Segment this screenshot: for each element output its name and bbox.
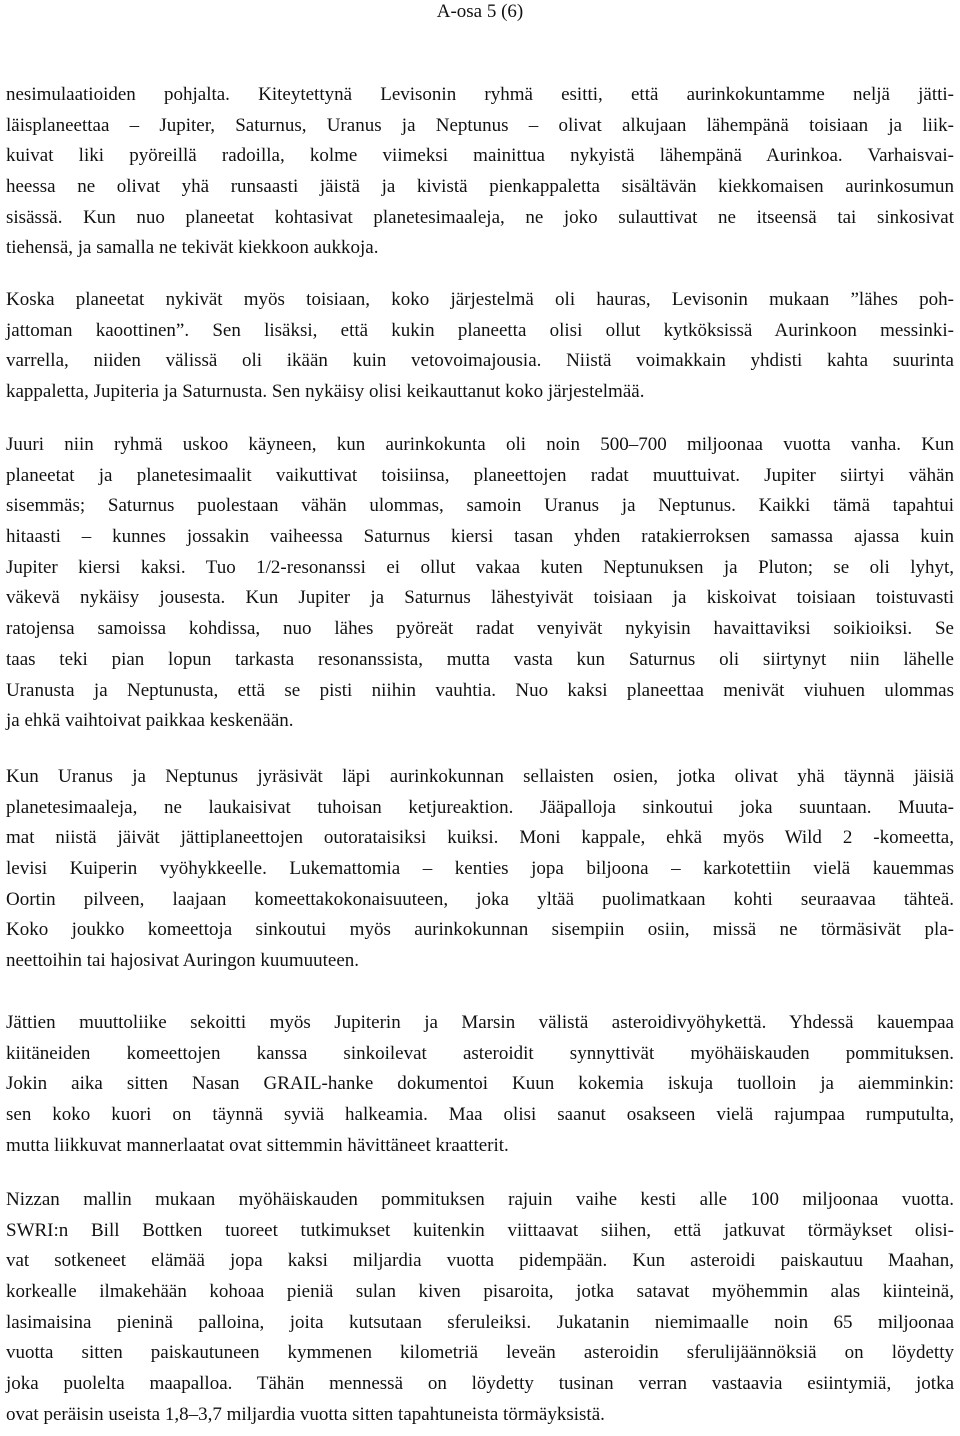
paragraph-5	[6, 1008, 954, 1161]
text-line: taas teki pian lopun tarkasta resonanssista, mutta vasta kun Saturnus oli siirtynyt niin lähelle	[6, 648, 954, 670]
text-line: joka puolelta maapalloa. Tähän mennessä on löydetty tusinan verran vastaavia esiintymiä, jotka	[6, 1373, 954, 1395]
text-line: tiehensä, ja samalla ne tekivät kiekkoon aukkoja.	[6, 237, 379, 259]
text-line: lasimaisina pieninä palloina, joita kutsutaan sferuleiksi. Jukatanin niemimaalle noin 65 miljoonaa	[6, 1311, 954, 1333]
text-line: vuotta sitten paiskautuneen kymmenen kilometriä leveän asteroidin sferulijäännöksiä on löydetty	[6, 1342, 954, 1364]
paragraph-6	[6, 1185, 954, 1431]
page-number-label: A-osa 5 (6)	[436, 1, 524, 22]
page-header	[0, 0, 960, 24]
text-line: planeetat ja planetesimaalit vaikuttivat toisiinsa, planeettojen radat muuttuivat. Jupiter siirtyi vähän	[6, 464, 954, 486]
text-line: Juuri niin ryhmä uskoo käyneen, kun aurinkokunta oli noin 500‒700 miljoonaa vuotta vanha. Kun	[6, 434, 954, 455]
text-line: Jokin aika sitten Nasan GRAIL-hanke dokumentoi Kuun kokemia iskuja tuolloin ja aiemminkin:	[6, 1073, 954, 1095]
text-line: vat sotkeneet elämää jopa kaksi miljardia vuotta pidempään. Kun asteroidi paiskautuu Maahan,	[6, 1250, 954, 1272]
text-line: sen koko kuori on täynnä syviä halkeamia. Maa olisi saanut osakseen vielä rajumpaa rumputulta,	[6, 1104, 954, 1126]
paragraph-4	[6, 762, 954, 977]
text-line: Uranusta ja Neptunusta, että se pisti niihin vauhtia. Nuo kaksi planeettaa menivät viuhuen ulommas	[6, 679, 954, 701]
paragraph-1	[6, 80, 954, 264]
text-line: kappaletta, Jupiteria ja Saturnusta. Sen nykäisy olisi keikauttanut koko järjestelmää.	[6, 381, 645, 403]
text-line: Jupiter kiersi kaksi. Tuo 1/2-resonanssi ei ollut vakaa kuten Neptunuksen ja Pluton; se oli lyhyt,	[6, 556, 954, 578]
text-line: planetesimaaleja, ne laukaisivat tuhoisan ketjureaktion. Jääpalloja sinkoutui joka suuntaan. Muuta-	[6, 796, 954, 818]
text-line: ovat peräisin useista 1,8–3,7 miljardia vuotta sitten tapahtuneista törmäyksistä.	[6, 1403, 605, 1425]
text-line: Oortin pilveen, laajaan komeettakokonaisuuteen, joka yltää puolimatkaan kohti seuraavaa tähteä.	[6, 888, 954, 910]
text-line: kuivat liki pyöreillä radoilla, kolme viimeksi mainittua nykyistä lähempänä Aurinkoa. Varhaisvai-	[6, 145, 954, 167]
text-line: levisi Kuiperin vyöhykkeelle. Lukemattomia ‒ kenties jopa biljoona ‒ karkotettiin vielä kauemmas	[6, 858, 954, 880]
paragraph-2	[6, 285, 954, 408]
text-line: heessa ne olivat yhä runsaasti jäistä ja kivistä pienkappaletta sisältävän kiekkomaisen aurinkosumun	[6, 176, 954, 198]
text-line: sisässä. Kun nuo planeetat kohtasivat planetesimaaleja, ne joko sulauttivat ne itseensä tai sinkosivat	[6, 206, 954, 228]
text-line: neettoihin tai hajosivat Auringon kuumuuteen.	[6, 950, 360, 972]
text-line: Koska planeetat nykivät myös toisiaan, koko järjestelmä oli hauras, Levisonin mukaan ”lähes poh-	[6, 289, 954, 310]
text-line: mat niistä jäivät jättiplaneettojen outorataisiksi kuiksi. Moni kappale, ehkä myös Wild 2 -komeetta,	[6, 827, 954, 849]
text-line: väkevä nykäisy jousesta. Kun Jupiter ja Saturnus lähestyivät toisiaan ja kiskoivat toisiaan toistuvasti	[6, 587, 954, 609]
text-line: nesimulaatioiden pohjalta. Kiteytettynä Levisonin ryhmä esitti, että aurinkokuntamme neljä jätti-	[6, 84, 954, 105]
text-line: kiitäneiden komeettojen kanssa sinkoilevat asteroidit synnyttivät myöhäiskauden pommituksen.	[6, 1042, 954, 1064]
text-line: Koko joukko komeettoja sinkoutui myös aurinkokunnan sisempiin osiin, missä ne törmäsivät pla-	[6, 919, 954, 941]
text-line: Kun Uranus ja Neptunus jyräsivät läpi aurinkokunnan sellaisten osien, jotka olivat yhä täynnä jäisiä	[6, 766, 954, 787]
text-line: sisemmäs; Saturnus puolestaan vähän ulommas, samoin Uranus ja Neptunus. Kaikki tämä tapahtui	[6, 495, 954, 517]
text-line: hitaasti ‒ kunnes jossakin vaiheessa Saturnus kiersi tasan yhden ratakierroksen samassa ajassa kuin	[6, 526, 954, 548]
text-line: varrella, niiden välissä oli ikään kuin vetovoimajousia. Niistä voimakkain yhdisti kahta suurinta	[6, 350, 954, 372]
text-line: korkealle ilmakehään kohoaa pieniä sulan kiven pisaroita, jotka satavat myöhemmin alas kiinteinä,	[6, 1281, 954, 1303]
paragraph-3	[6, 430, 954, 737]
text-line: ja ehkä vaihtoivat paikkaa keskenään.	[6, 710, 294, 732]
text-line: läisplaneettaa ‒ Jupiter, Saturnus, Uranus ja Neptunus ‒ olivat alkujaan lähempänä toisiaan ja liik-	[6, 114, 954, 136]
text-line: mutta liikkuvat mannerlaatat ovat sittemmin hävittäneet kraatterit.	[6, 1134, 509, 1156]
text-line: jattoman kaoottinen”. Sen lisäksi, että kukin planeetta olisi ollut kytköksissä Aurinkoon messinki-	[6, 319, 954, 341]
text-line: Jättien muuttoliike sekoitti myös Jupiterin ja Marsin välistä asteroidivyöhykettä. Yhdessä kauempaa	[6, 1012, 954, 1033]
text-line: SWRI:n Bill Bottken tuoreet tutkimukset kuitenkin viittaavat siihen, että jatkuvat törmäykset olisi-	[6, 1219, 954, 1241]
text-line: Nizzan mallin mukaan myöhäiskauden pommituksen rajuin vaihe kesti alle 100 miljoonaa vuotta.	[6, 1189, 954, 1210]
text-line: ratojensa samoissa kohdissa, nuo lähes pyöreät radat venyivät nykyisin havaittaviksi soikioiksi. Se	[6, 618, 954, 640]
